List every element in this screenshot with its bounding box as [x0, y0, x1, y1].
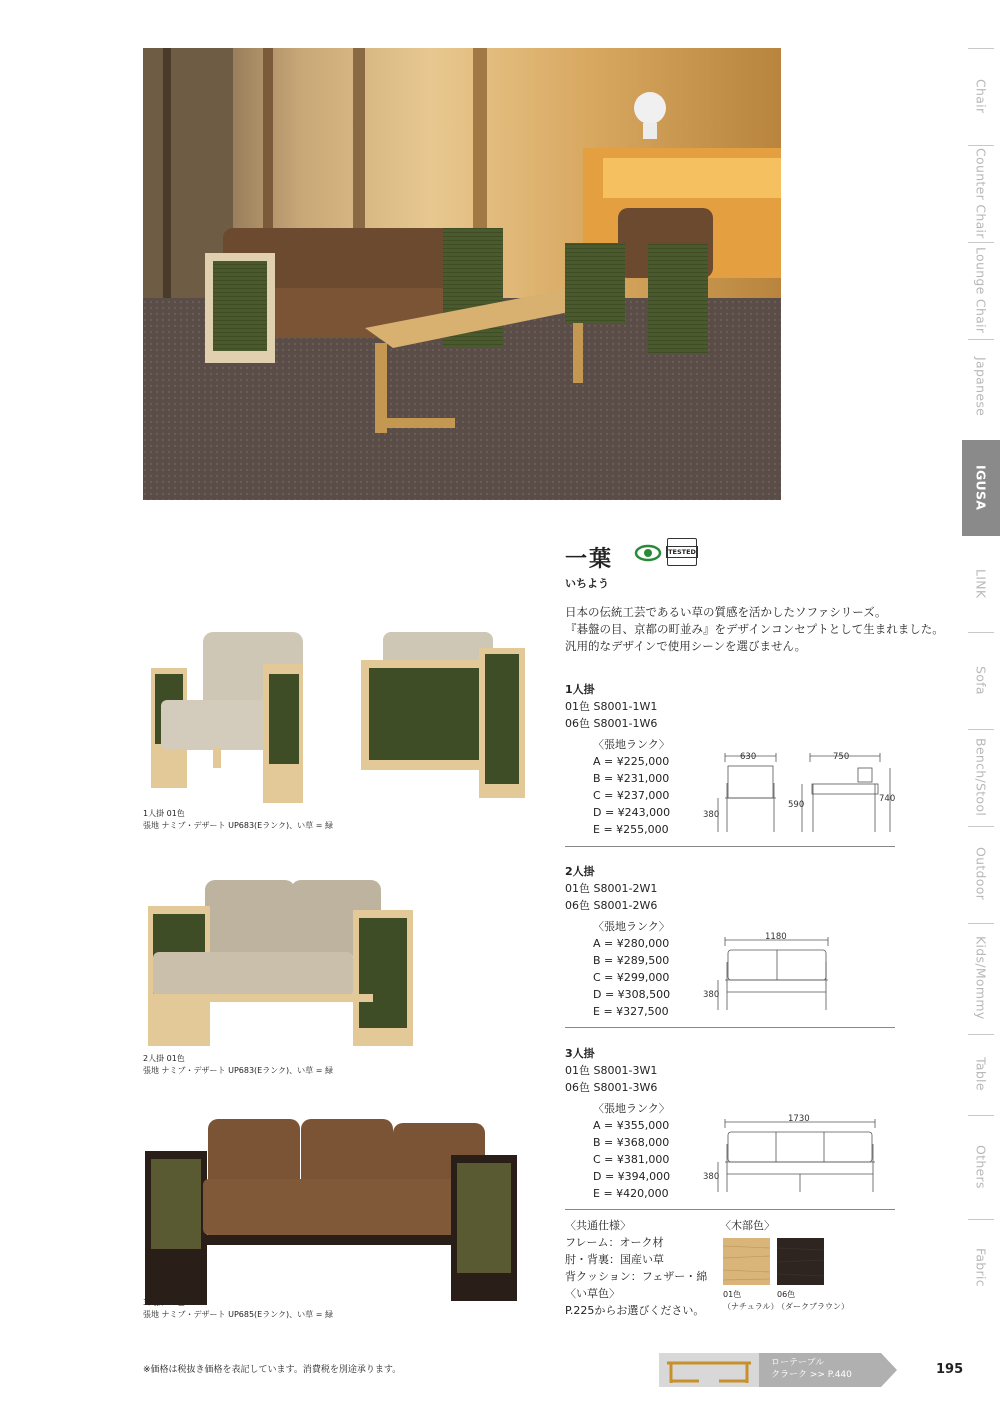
nav-item-table[interactable]: Table — [973, 1057, 989, 1091]
wood-swatch-dark-brown — [777, 1238, 824, 1285]
category-sidebar — [962, 0, 1000, 1415]
dim-width: 630 — [740, 752, 757, 762]
nav-item-outdoor[interactable]: Outdoor — [973, 847, 989, 901]
green-mark-icon — [634, 544, 662, 560]
nav-item-sofa[interactable]: Sofa — [973, 665, 989, 695]
link-text: ローテーブル クラーク >> P.440 — [771, 1358, 852, 1380]
nav-item-link[interactable]: LINK — [973, 569, 989, 599]
single-dimension-diagram — [700, 748, 900, 838]
divider — [565, 1027, 895, 1028]
nav-item-others[interactable]: Others — [973, 1144, 989, 1189]
dim-height: 740 — [879, 794, 896, 804]
nav-item-bench-stool[interactable]: Bench/Stool — [973, 737, 989, 817]
single-sofa-photos — [143, 628, 538, 803]
dim-seat: 380 — [703, 990, 720, 1000]
dim-depth: 750 — [833, 752, 850, 762]
divider — [565, 846, 895, 847]
variant-double: 2人掛 01色 S8001-2W1 06色 S8001-2W6 〈張地ランク〉 A = ¥280,000 B = ¥289,500 C = ¥299,000 D = ¥308,500 E = ¥327,500 — [565, 865, 671, 1018]
wood-label-dark-brown: 06色 （ダークブラウン） — [777, 1290, 849, 1311]
triple-dimension-diagram — [700, 1114, 885, 1199]
nav-item-counter-chair[interactable]: Counter Chair — [973, 147, 989, 239]
product-name: 一葉 — [565, 546, 614, 572]
wood-swatch-natural — [723, 1238, 770, 1285]
common-spec: 〈共通仕様〉 フレーム：オーク材 肘・背裏：国産い草 背クッション：フェザー・綿 〈い草色〉 P.225からお選びください。 — [565, 1219, 708, 1317]
wood-color-title: 〈木部色〉 — [720, 1219, 775, 1232]
caption-triple: 3人掛 06色 張地 ナミブ・デザート UP685(Eランク)、い草 = 緑 — [143, 1298, 333, 1319]
nav-item-lounge-chair[interactable]: Lounge Chair — [973, 246, 989, 334]
low-table-link[interactable] — [659, 1353, 897, 1387]
variant-single: 1人掛 01色 S8001-1W1 06色 S8001-1W6 〈張地ランク〉 A = ¥225,000 B = ¥231,000 C = ¥237,000 D = ¥243,000 E = ¥255,000 — [565, 683, 671, 836]
dim-width: 1730 — [788, 1114, 810, 1124]
hero-photo — [143, 48, 781, 500]
double-dimension-diagram — [700, 932, 840, 1017]
triple-sofa-photo — [143, 1115, 521, 1305]
nav-item-igusa[interactable]: IGUSA — [962, 440, 1000, 536]
dim-seat: 380 — [703, 1172, 720, 1182]
nav-item-kids-mommy[interactable]: Kids/Mommy — [973, 936, 989, 1020]
nav-item-fabric[interactable]: Fabric — [973, 1247, 989, 1287]
wood-label-natural: 01色 （ナチュラル） — [723, 1290, 779, 1311]
divider — [565, 1209, 895, 1210]
double-sofa-photo — [143, 876, 418, 1046]
dim-width: 1180 — [765, 932, 787, 942]
caption-single: 1人掛 01色 張地 ナミブ・デザート UP683(Eランク)、い草 = 緑 — [143, 809, 333, 830]
tax-note: ※価格は税抜き価格を表記しています。消費税を別途承ります。 — [143, 1365, 402, 1375]
product-reading: いちよう — [565, 577, 609, 590]
product-description: 日本の伝統工芸であるい草の質感を活かしたソファシリーズ。 『碁盤の目、京都の町並み』をデザインコンセプトとして生まれました。 汎用的なデザインで使用シーンを選びません。 — [565, 605, 944, 653]
variant-triple: 3人掛 01色 S8001-3W1 06色 S8001-3W6 〈張地ランク〉 A = ¥355,000 B = ¥368,000 C = ¥381,000 D = ¥394,000 E = ¥420,000 — [565, 1047, 671, 1200]
page-number: 195 — [936, 1362, 964, 1377]
dim-seat: 380 — [703, 810, 720, 820]
tested-badge-icon: TESTED — [667, 538, 697, 566]
caption-double: 2人掛 01色 張地 ナミブ・デザート UP683(Eランク)、い草 = 緑 — [143, 1054, 333, 1075]
nav-item-chair[interactable]: Chair — [973, 78, 989, 114]
nav-item-japanese[interactable]: Japanese — [973, 357, 989, 417]
dim-arm: 590 — [788, 800, 805, 810]
